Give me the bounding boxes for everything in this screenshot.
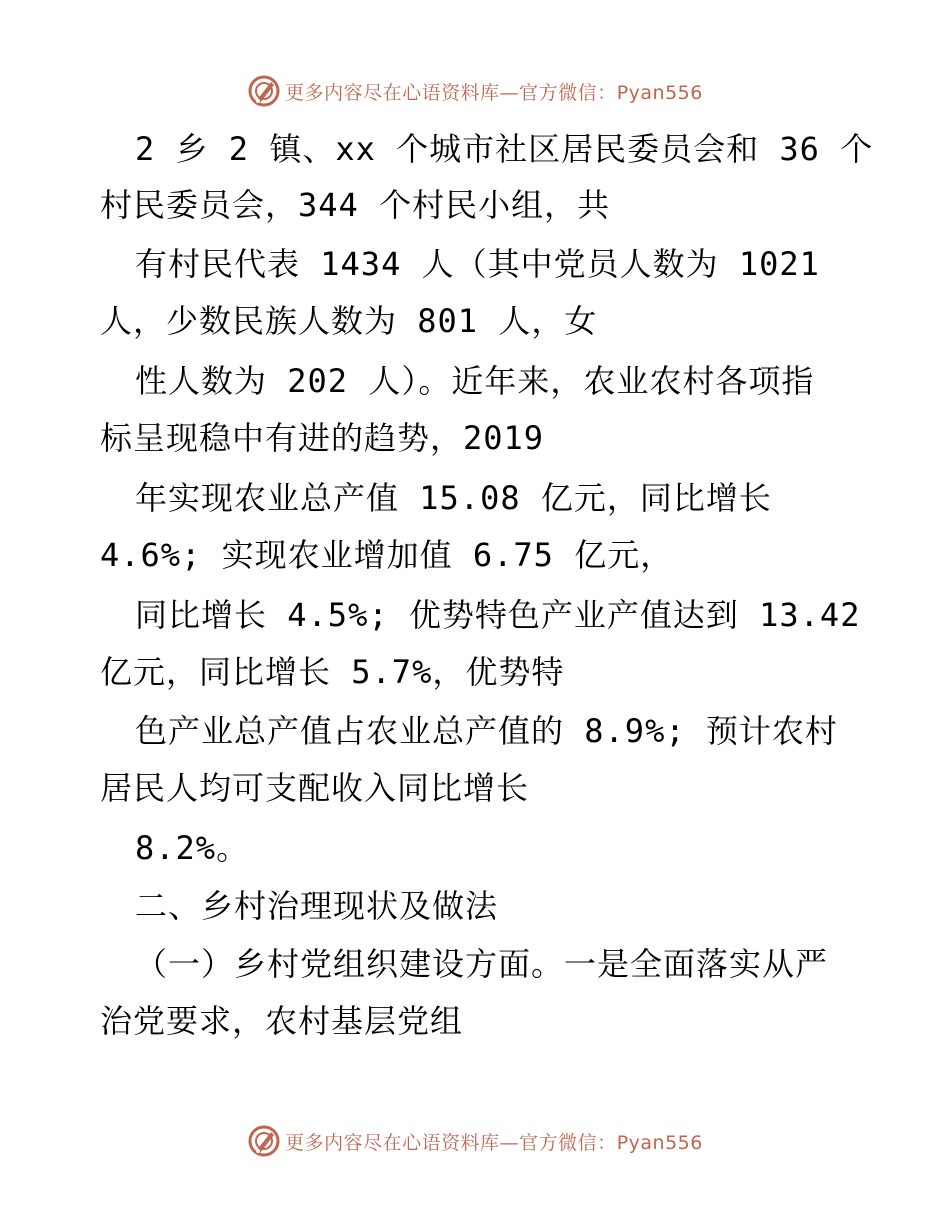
text-line: 居民人均可支配收入同比增长: [100, 769, 530, 807]
footer-watermark: [0, 1121, 950, 1161]
watermark-text: 更多内容尽在心语资料库—官方微信：Pyan556: [285, 1131, 703, 1154]
text-line: 同比增长 4.5%; 优势特色产业产值达到 13.42: [135, 596, 861, 634]
text-line: 色产业总产值占农业总产值的 8.9%; 预计农村: [135, 712, 838, 750]
text-line: 2 乡 2 镇、xx 个城市社区居民委员会和 36 个: [135, 130, 874, 168]
text-line: 人，少数民族人数为 801 人，女: [100, 302, 598, 340]
pen-logo-icon: [247, 1124, 281, 1158]
text-line: （一）乡村党组织建设方面。一是全面落实从严: [135, 945, 829, 983]
text-line: 8.2%。: [135, 829, 250, 867]
text-line: 性人数为 202 人）。近年来，农业农村各项指: [135, 362, 815, 400]
text-line: 村民委员会，344 个村民小组，共: [100, 186, 611, 224]
text-line: 年实现农业总产值 15.08 亿元，同比增长: [135, 479, 772, 517]
watermark-text: 更多内容尽在心语资料库—官方微信：Pyan556: [285, 81, 703, 104]
text-line: 标呈现稳中有进的趋势，2019: [100, 419, 545, 457]
text-line: 亿元，同比增长 5.7%，优势特: [100, 653, 565, 691]
section-heading: 二、乡村治理现状及做法: [135, 887, 499, 925]
text-line: 治党要求，农村基层党组: [100, 1002, 464, 1040]
text-line: 有村民代表 1434 人（其中党员人数为 1021: [135, 245, 820, 283]
text-line: 4.6%; 实现农业增加值 6.75 亿元，: [100, 536, 674, 574]
